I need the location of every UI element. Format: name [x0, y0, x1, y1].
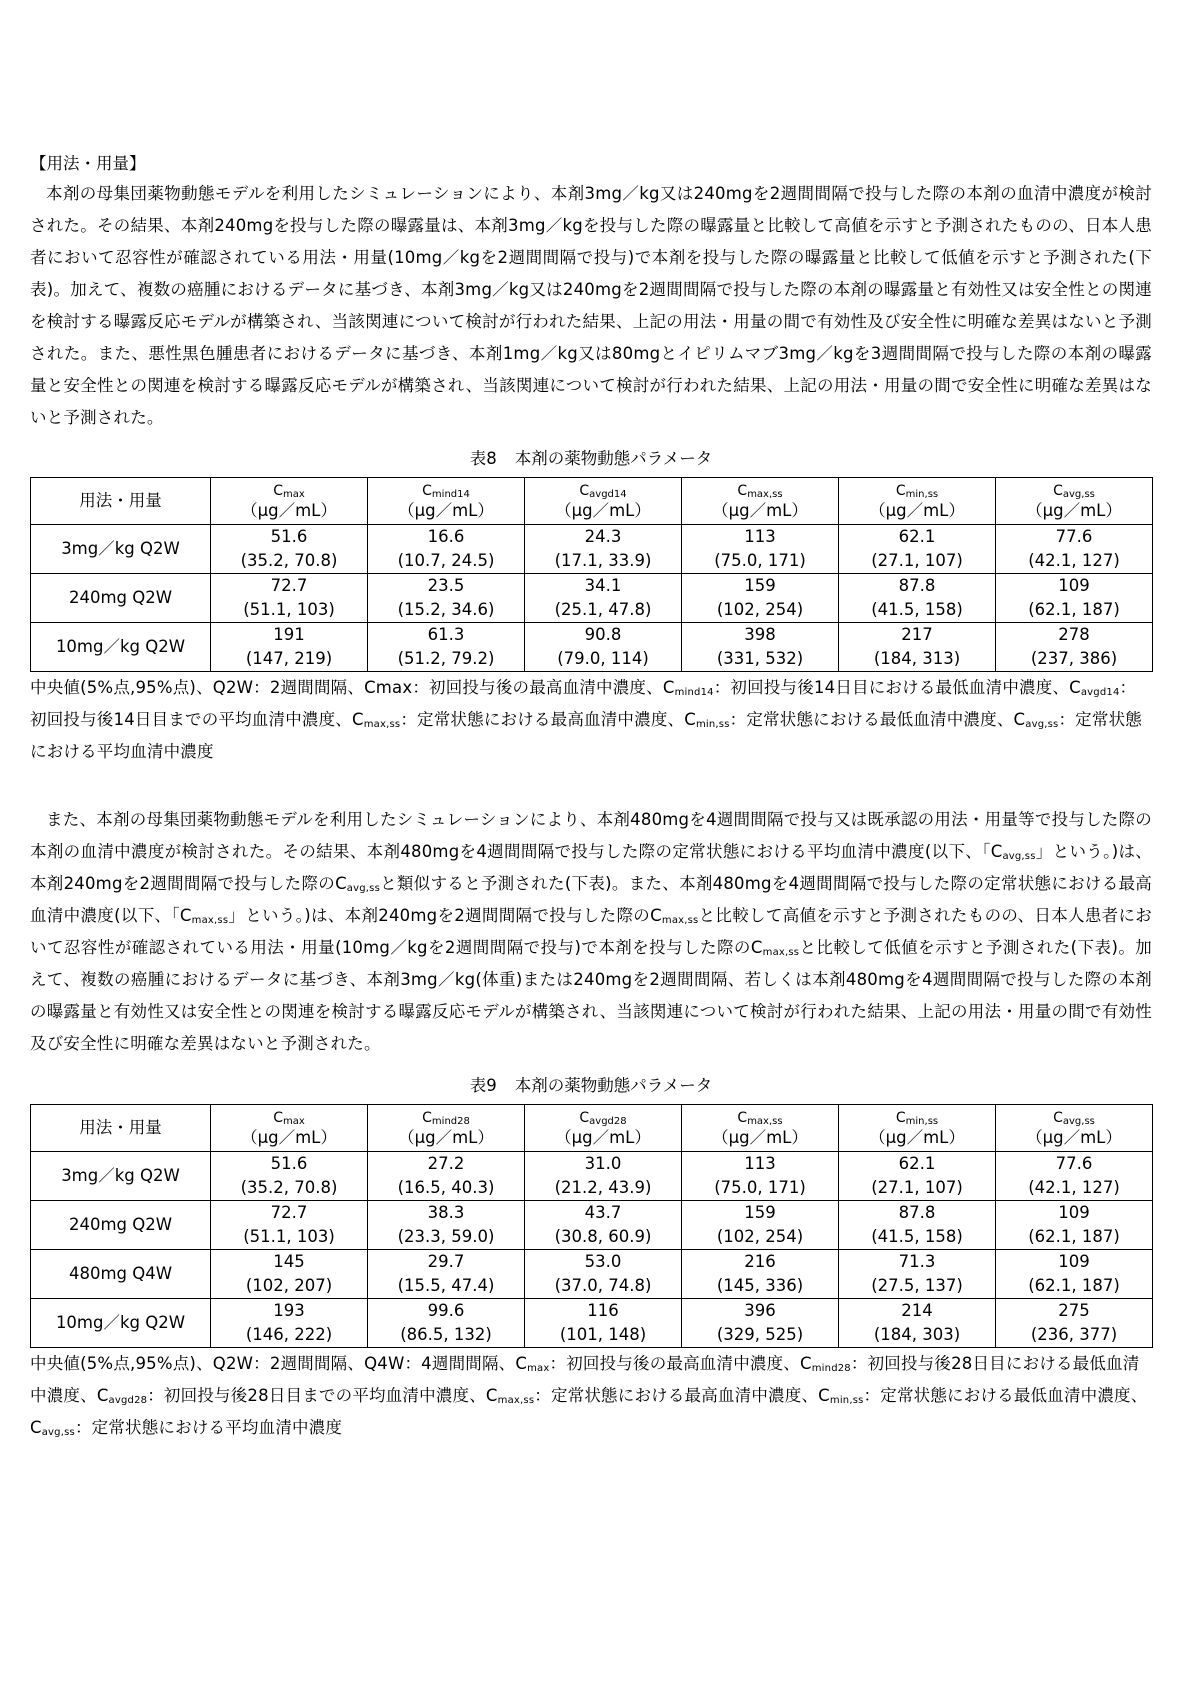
table9-caption [30, 1074, 1152, 1098]
table-row [31, 525, 1153, 574]
column-header-unit: （μg／mL） [398, 1128, 494, 1147]
data-cell [682, 574, 839, 623]
parameter-symbol: $C_{mind14}$ [422, 483, 470, 500]
table-row [31, 1250, 1153, 1299]
table-row [31, 1152, 1153, 1201]
data-cell [839, 623, 996, 672]
median-value: 113 [744, 527, 776, 546]
table-row [31, 574, 1153, 623]
median-value: 113 [744, 1154, 776, 1173]
regimen-label: 3mg／kg Q2W [31, 1152, 211, 1201]
column-header-symbol [996, 1108, 1152, 1128]
percentile-range: (23.3, 59.0) [397, 1227, 495, 1246]
data-cell [368, 525, 525, 574]
column-header-symbol [368, 481, 524, 501]
parameter-symbol-subscript: avgd14 [1080, 687, 1120, 698]
median-value: 159 [744, 1203, 776, 1222]
parameter-symbol-subscript: avg,ss [1025, 719, 1059, 730]
data-cell [525, 574, 682, 623]
parameter-symbol: $C_{mind28}$ [422, 1110, 470, 1127]
data-cell [211, 1201, 368, 1250]
percentile-range: (51.1, 103) [243, 1227, 335, 1246]
column-header [211, 478, 368, 525]
data-cell [525, 525, 682, 574]
parameter-symbol-subscript: avg,ss [1002, 851, 1036, 862]
data-cell [996, 574, 1153, 623]
data-cell [525, 623, 682, 672]
section-heading: 【用法・用量】 [30, 154, 146, 173]
table8-caption [30, 447, 1152, 471]
percentile-range: (17.1, 33.9) [554, 551, 652, 570]
paragraph-1: 本剤の母集団薬物動態モデルを利用したシミュレーションにより、本剤3mg／kg又は240mgを2週間間隔で投与した際の本剤の血清中濃度が検討された。その結果、本剤240mgを投与した際の曝露量は、本剤3mg／kgを投与した際の曝露量と比較して高値を示すと予測されたものの、日本人患者において忍容性が確認されている用法・用量(10mg／kgを2週間間隔で投与)で本剤を投与した際の曝露量と比較して低値を示すと予測された(下表)。加えて、複数の癌腫におけるデータに基づき、本剤3mg／kg又は240mgを2週間間隔で投与した際の本剤の曝露量と有効性又は安全性との関連を検討する曝露反応モデルが構築され、当該関連について検討が行われた結果、上記の用法・用量の間で有効性及び安全性に明確な差異はないと予測された。また、悪性黒色腫患者におけるデータに基づき、本剤1mg／kg又は80mgとイピリムマブ3mg／kgを3週間間隔で投与した際の本剤の曝露量と安全性との関連を検討する曝露反応モデルが構築され、当該関連について検討が行われた結果、上記の用法・用量の間で安全性に明確な差異はないと予測された。 [30, 184, 1152, 427]
parameter-symbol-subscript: mind28 [811, 1363, 851, 1374]
column-header-unit: （μg／mL） [869, 1128, 965, 1147]
percentile-range: (37.0, 74.8) [554, 1276, 652, 1295]
parameter-symbol-subscript: max,ss [661, 915, 699, 926]
column-header-symbol [211, 481, 367, 501]
column-header-symbol [996, 481, 1152, 501]
parameter-symbol-subscript: max,ss [497, 1395, 535, 1406]
column-header [682, 478, 839, 525]
regimen-header: 用法・用量 [31, 478, 211, 525]
parameter-symbol-subscript: avgd28 [108, 1395, 148, 1406]
data-cell [839, 1250, 996, 1299]
data-cell [996, 623, 1153, 672]
data-cell [996, 525, 1153, 574]
column-header-unit: （μg／mL） [1026, 1128, 1122, 1147]
parameter-symbol-subscript: min,ss [905, 1116, 939, 1127]
regimen-label: 480mg Q4W [31, 1250, 211, 1299]
parameter-symbol: $C_{avg,ss}$ [30, 1418, 75, 1438]
column-header-unit: （μg／mL） [869, 501, 965, 520]
data-cell [368, 1201, 525, 1250]
median-value: 191 [273, 625, 305, 644]
data-cell [525, 1201, 682, 1250]
column-header-unit: （μg／mL） [712, 501, 808, 520]
column-header-symbol [525, 481, 681, 501]
percentile-range: (184, 313) [873, 649, 961, 668]
percentile-range: (147, 219) [245, 649, 333, 668]
parameter-symbol: $C_{max,ss}$ [737, 1110, 783, 1127]
percentile-range: (102, 254) [716, 600, 804, 619]
median-value: 16.6 [427, 527, 465, 546]
parameter-symbol-subscript: avgd14 [589, 489, 627, 500]
median-value: 29.7 [427, 1252, 465, 1271]
median-value: 87.8 [898, 576, 936, 595]
percentile-range: (79.0, 114) [557, 649, 649, 668]
data-cell [368, 623, 525, 672]
percentile-range: (41.5, 158) [871, 1227, 963, 1246]
data-cell [368, 1152, 525, 1201]
percentile-range: (101, 148) [559, 1325, 647, 1344]
median-value: 216 [744, 1252, 776, 1271]
data-cell [368, 1299, 525, 1348]
data-cell [525, 1152, 682, 1201]
parameter-symbol-subscript: max [282, 489, 305, 500]
median-value: 43.7 [584, 1203, 622, 1222]
parameter-symbol-subscript: avg,ss [346, 883, 380, 894]
parameter-symbol-subscript: mind14 [674, 687, 714, 698]
table9-caption-number: 表9 [469, 1076, 497, 1095]
percentile-range: (86.5, 132) [400, 1325, 492, 1344]
percentile-range: (145, 336) [716, 1276, 804, 1295]
column-header-unit: （μg／mL） [712, 1128, 808, 1147]
parameter-symbol: $C_{max}$ [515, 1354, 550, 1374]
percentile-range: (62.1, 187) [1028, 600, 1120, 619]
regimen-label: 240mg Q2W [31, 1201, 211, 1250]
parameter-symbol-subscript: mind14 [431, 489, 470, 500]
data-cell [996, 1299, 1153, 1348]
median-value: 193 [273, 1301, 305, 1320]
percentile-range: (102, 254) [716, 1227, 804, 1246]
percentile-range: (329, 525) [716, 1325, 804, 1344]
median-value: 38.3 [427, 1203, 465, 1222]
parameter-symbol: $C_{avgd14}$ [579, 483, 627, 500]
table8-header-row [31, 478, 1153, 525]
percentile-range: (102, 207) [245, 1276, 333, 1295]
median-value: 24.3 [584, 527, 622, 546]
percentile-range: (35.2, 70.8) [240, 551, 338, 570]
percentile-range: (42.1, 127) [1028, 551, 1120, 570]
median-value: 34.1 [584, 576, 622, 595]
median-value: 77.6 [1055, 1154, 1093, 1173]
percentile-range: (27.1, 107) [871, 1178, 963, 1197]
parameter-symbol: $C_{max,ss}$ [650, 906, 699, 926]
data-cell [996, 1250, 1153, 1299]
percentile-range: (62.1, 187) [1028, 1276, 1120, 1295]
percentile-range: (184, 303) [873, 1325, 961, 1344]
percentile-range: (51.1, 103) [243, 600, 335, 619]
parameter-symbol: $C_{avg,ss}$ [990, 842, 1036, 862]
table-row [31, 623, 1153, 672]
parameter-symbol: $C_{avg,ss}$ [335, 874, 380, 894]
percentile-range: (51.2, 79.2) [397, 649, 495, 668]
percentile-range: (25.1, 47.8) [554, 600, 652, 619]
data-cell [839, 1201, 996, 1250]
parameter-symbol: $C_{mind14}$ [662, 678, 714, 698]
column-header-unit: （μg／mL） [555, 1128, 651, 1147]
data-cell [682, 1152, 839, 1201]
parameter-symbol: $C_{avg,ss}$ [1053, 483, 1095, 500]
percentile-range: (27.1, 107) [871, 551, 963, 570]
table-row [31, 1201, 1153, 1250]
table9-caption-title: 本剤の薬物動態パラメータ [514, 1076, 713, 1095]
percentile-range: (236, 377) [1030, 1325, 1118, 1344]
parameter-symbol-subscript: max,ss [747, 1116, 783, 1127]
parameter-symbol: $C_{min,ss}$ [895, 483, 939, 500]
table8-caption-number: 表8 [469, 449, 497, 468]
percentile-range: (237, 386) [1030, 649, 1118, 668]
parameter-symbol-subscript: avgd28 [589, 1116, 627, 1127]
median-value: 31.0 [584, 1154, 622, 1173]
median-value: 396 [744, 1301, 776, 1320]
regimen-label: 240mg Q2W [31, 574, 211, 623]
median-value: 27.2 [427, 1154, 465, 1173]
table8-footnote: 中央値(5%点,95%点)、Q2W：2週間間隔、Cmax：初回投与後の最高血清中濃度、$C_{mind14}$：初回投与後14日目における最低血清中濃度、$C_{avgd14}$：初回投与後14日目までの平均血清中濃度、$C_{max,ss}$：定常状態における最高血清中濃度、$C_{min,ss}$：定常状態における最低血清中濃度、$C_{avg,ss}$：定常状態における平均血清中濃度 [30, 678, 1142, 761]
median-value: 275 [1058, 1301, 1090, 1320]
column-header-unit: （μg／mL） [241, 501, 337, 520]
parameter-symbol-subscript: mind28 [431, 1116, 470, 1127]
percentile-range: (15.5, 47.4) [397, 1276, 495, 1295]
parameter-symbol: $C_{avgd28}$ [579, 1110, 627, 1127]
median-value: 217 [901, 625, 933, 644]
percentile-range: (146, 222) [245, 1325, 333, 1344]
data-cell [211, 574, 368, 623]
median-value: 87.8 [898, 1203, 936, 1222]
data-cell [682, 1250, 839, 1299]
parameter-symbol: $C_{max}$ [273, 1110, 305, 1127]
column-header-symbol [525, 1108, 681, 1128]
median-value: 278 [1058, 625, 1090, 644]
parameter-symbol-subscript: min,ss [695, 719, 730, 730]
column-header [368, 1105, 525, 1152]
column-header-symbol [368, 1108, 524, 1128]
median-value: 159 [744, 576, 776, 595]
column-header-symbol [839, 1108, 995, 1128]
parameter-symbol-subscript: max,ss [363, 719, 401, 730]
median-value: 109 [1058, 1203, 1090, 1222]
regimen-label: 3mg／kg Q2W [31, 525, 211, 574]
data-cell [682, 1201, 839, 1250]
data-cell [682, 623, 839, 672]
percentile-range: (75.0, 171) [714, 551, 806, 570]
parameter-symbol-subscript: max [527, 1363, 550, 1374]
median-value: 77.6 [1055, 527, 1093, 546]
median-value: 145 [273, 1252, 305, 1271]
percentile-range: (35.2, 70.8) [240, 1178, 338, 1197]
parameter-symbol: $C_{max,ss}$ [352, 710, 401, 730]
column-header [996, 1105, 1153, 1152]
median-value: 51.6 [270, 527, 308, 546]
data-cell [211, 525, 368, 574]
column-header-symbol [211, 1108, 367, 1128]
median-value: 72.7 [270, 1203, 308, 1222]
percentile-range: (30.8, 60.9) [554, 1227, 652, 1246]
column-header-unit: （μg／mL） [241, 1128, 337, 1147]
median-value: 62.1 [898, 527, 936, 546]
median-value: 62.1 [898, 1154, 936, 1173]
parameter-symbol: $C_{avgd14}$ [1069, 678, 1120, 698]
column-header-symbol [682, 481, 838, 501]
column-header [839, 1105, 996, 1152]
parameter-symbol: $C_{avg,ss}$ [1013, 710, 1059, 730]
percentile-range: (10.7, 24.5) [397, 551, 495, 570]
median-value: 116 [587, 1301, 619, 1320]
percentile-range: (41.5, 158) [871, 600, 963, 619]
parameter-symbol-subscript: avg,ss [1062, 1116, 1095, 1127]
column-header [682, 1105, 839, 1152]
regimen-header: 用法・用量 [31, 1105, 211, 1152]
column-header [211, 1105, 368, 1152]
document-page [30, 150, 1152, 1444]
column-header-unit: （μg／mL） [555, 501, 651, 520]
data-cell [839, 1152, 996, 1201]
regimen-label: 10mg／kg Q2W [31, 1299, 211, 1348]
data-cell [682, 1299, 839, 1348]
table-row [31, 1299, 1153, 1348]
parameter-symbol-subscript: avg,ss [41, 1427, 75, 1438]
parameter-symbol: $C_{max,ss}$ [179, 906, 229, 926]
median-value: 109 [1058, 576, 1090, 595]
data-cell [682, 525, 839, 574]
data-cell [525, 1299, 682, 1348]
table8 [30, 477, 1153, 672]
percentile-range: (27.5, 137) [871, 1276, 963, 1295]
parameter-symbol: $C_{max,ss}$ [485, 1386, 535, 1406]
data-cell [368, 574, 525, 623]
median-value: 99.6 [427, 1301, 465, 1320]
data-cell [839, 574, 996, 623]
median-value: 61.3 [427, 625, 465, 644]
column-header-unit: （μg／mL） [398, 501, 494, 520]
parameter-symbol: $C_{min,ss}$ [895, 1110, 939, 1127]
median-value: 214 [901, 1301, 933, 1320]
median-value: 51.6 [270, 1154, 308, 1173]
parameter-symbol-subscript: max [282, 1116, 305, 1127]
data-cell [211, 1152, 368, 1201]
percentile-range: (331, 532) [716, 649, 804, 668]
median-value: 72.7 [270, 576, 308, 595]
parameter-symbol-subscript: max,ss [191, 915, 229, 926]
parameter-symbol: $C_{avgd28}$ [96, 1386, 148, 1406]
data-cell [525, 1250, 682, 1299]
data-cell [211, 1299, 368, 1348]
table9 [30, 1104, 1153, 1348]
column-header [525, 1105, 682, 1152]
data-cell [211, 623, 368, 672]
parameter-symbol: $C_{max}$ [273, 483, 305, 500]
parameter-symbol: $C_{mind28}$ [800, 1354, 851, 1374]
regimen-label: 10mg／kg Q2W [31, 623, 211, 672]
percentile-range: (16.5, 40.3) [397, 1178, 495, 1197]
data-cell [839, 525, 996, 574]
parameter-symbol-subscript: max,ss [747, 489, 783, 500]
parameter-symbol: $C_{avg,ss}$ [1053, 1110, 1095, 1127]
table8-caption-title: 本剤の薬物動態パラメータ [514, 449, 713, 468]
percentile-range: (42.1, 127) [1028, 1178, 1120, 1197]
column-header-unit: （μg／mL） [1026, 501, 1122, 520]
parameter-symbol: $C_{max,ss}$ [737, 483, 783, 500]
table9-footnote: 中央値(5%点,95%点)、Q2W：2週間間隔、Q4W：4週間間隔、$C_{max}$：初回投与後の最高血清中濃度、$C_{mind28}$：初回投与後28日目における最低血清中濃度、$C_{avgd28}$：初回投与後28日目までの平均血清中濃度、$C_{max,ss}$：定常状態における最高血清中濃度、$C_{min,ss}$：定常状態における最低血清中濃度、$C_{avg,ss}$：定常状態における平均血清中濃度 [30, 1354, 1148, 1438]
parameter-symbol-subscript: avg,ss [1062, 489, 1095, 500]
data-cell [996, 1152, 1153, 1201]
parameter-symbol: $C_{min,ss}$ [684, 710, 730, 730]
percentile-range: (15.2, 34.6) [397, 600, 495, 619]
table9-header-row [31, 1105, 1153, 1152]
median-value: 109 [1058, 1252, 1090, 1271]
parameter-symbol-subscript: min,ss [829, 1395, 864, 1406]
percentile-range: (75.0, 171) [714, 1178, 806, 1197]
column-header [839, 478, 996, 525]
column-header [996, 478, 1153, 525]
column-header-symbol [839, 481, 995, 501]
parameter-symbol: $C_{min,ss}$ [818, 1386, 864, 1406]
paragraph-2: また、本剤の母集団薬物動態モデルを利用したシミュレーションにより、本剤480mgを4週間間隔で投与又は既承認の用法・用量等で投与した際の本剤の血清中濃度が検討された。その結果、本剤480mgを4週間間隔で投与した際の定常状態における平均血清中濃度(以下、「$C_{avg,ss}$」という。)は、本剤240mgを2週間間隔で投与した際の$C_{avg,ss}$と類似すると予測された(下表)。また、本剤480mgを4週間間隔で投与した際の定常状態における最高血清中濃度(以下、「$C_{max,ss}$」という。)は、本剤240mgを2週間間隔で投与した際の$C_{max,ss}$と比較して高値を示すと予測されたものの、日本人患者において忍容性が確認されている用法・用量(10mg／kgを2週間間隔で投与)で本剤を投与した際の$C_{max,ss}$と比較して低値を示すと予測された(下表)。加えて、複数の癌腫におけるデータに基づき、本剤3mg／kg(体重)または240mgを2週間間隔、若しくは本剤480mgを4週間間隔で投与した際の本剤の曝露量と有効性又は安全性との関連を検討する曝露反応モデルが構築され、当該関連について検討が行われた結果、上記の用法・用量の間で有効性及び安全性に明確な差異はないと予測された。 [30, 810, 1153, 1053]
data-cell [211, 1250, 368, 1299]
column-header-symbol [682, 1108, 838, 1128]
median-value: 71.3 [898, 1252, 936, 1271]
percentile-range: (62.1, 187) [1028, 1227, 1120, 1246]
median-value: 90.8 [584, 625, 622, 644]
column-header [525, 478, 682, 525]
median-value: 53.0 [584, 1252, 622, 1271]
parameter-symbol-subscript: max,ss [762, 947, 800, 958]
percentile-range: (21.2, 43.9) [554, 1178, 652, 1197]
median-value: 23.5 [427, 576, 465, 595]
data-cell [368, 1250, 525, 1299]
parameter-symbol-subscript: min,ss [905, 489, 939, 500]
median-value: 398 [744, 625, 776, 644]
parameter-symbol: $C_{max,ss}$ [750, 938, 800, 958]
column-header [368, 478, 525, 525]
data-cell [996, 1201, 1153, 1250]
data-cell [839, 1299, 996, 1348]
